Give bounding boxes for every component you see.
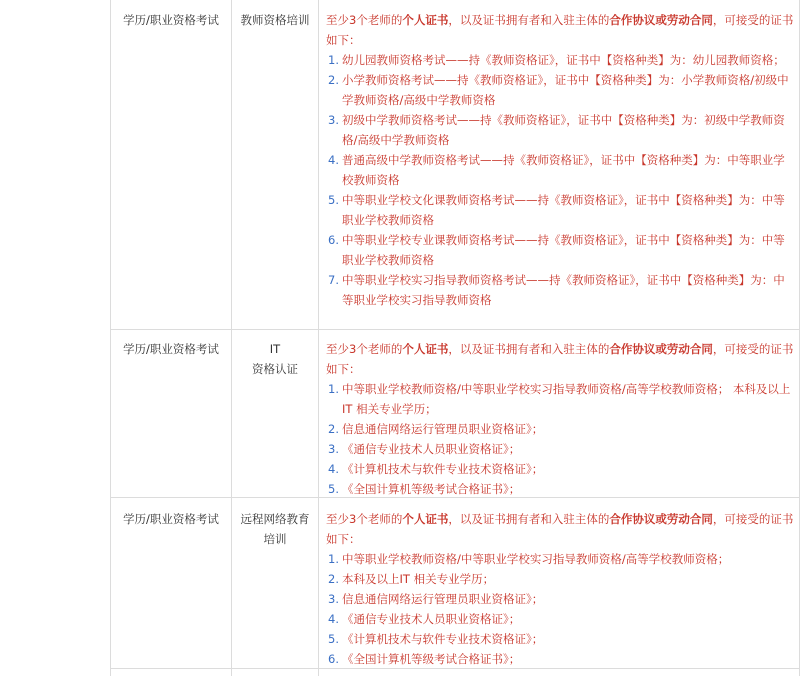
subcategory-line: 远程网络教育 [240,512,310,526]
table-row-category [111,509,231,529]
list-item: 3. 信息通信网络运行管理员职业资格证》； [328,592,544,606]
emphasis-agreement: 合作协议或劳动合同 [609,13,713,27]
emphasis-personal-certificate: 个人证书 [402,342,449,356]
requirements-intro: 至少3个老师的个人证书，以及证书拥有者和入驻主体的合作协议或劳动合同，可接受的证书如下： [326,13,794,47]
list-item: 6. 中等职业学校专业课教师资格考试——持《教师资格证》，证书中【资格种类】为：中等职业学校教师资格 [328,233,785,267]
emphasis-agreement: 合作协议或劳动合同 [609,512,713,526]
list-item: 7. 中等职业学校实习指导教师资格考试——持《教师资格证》，证书中【资格种类】为：中等职业学校实习指导教师资格 [328,273,785,307]
category-label: 学历/职业资格考试 [123,13,219,27]
list-item: 6. 《全国计算机等级考试合格证书》； [328,652,521,666]
requirements-intro: 至少3个老师的个人证书，以及证书拥有者和入驻主体的合作协议或劳动合同，可接受的证书如下： [326,342,794,376]
table-row-subcategory [232,10,318,30]
table-border-col3 [318,0,319,676]
list-item: 2. 小学教师资格考试——持《教师资格证》，证书中【资格种类】为：小学教师资格/初级中学教师资格/高级中学教师资格 [328,73,789,107]
category-label: 学历/职业资格考试 [123,342,219,356]
list-item: 3. 《通信专业技术人员职业资格证》； [328,442,521,456]
table-row-subcategory [232,509,318,549]
list-item: 4. 《通信专业技术人员职业资格证》； [328,612,521,626]
subcategory-line: 培训 [263,532,287,546]
list-item: 4. 《计算机技术与软件专业技术资格证》； [328,462,544,476]
list-item: 5. 中等职业学校文化课教师资格考试——持《教师资格证》，证书中【资格种类】为：中等职业学校教师资格 [328,193,785,227]
table-row-category [111,10,231,30]
requirements-intro: 至少3个老师的个人证书，以及证书拥有者和入驻主体的合作协议或劳动合同，可接受的证书如下： [326,512,794,546]
list-item: 5. 《计算机技术与软件专业技术资格证》； [328,632,544,646]
subcategory-line: 教师资格培训 [240,13,310,27]
list-item: 2. 信息通信网络运行管理员职业资格证》； [328,422,544,436]
table-border-left [110,0,111,676]
certificate-list [326,549,794,669]
emphasis-agreement: 合作协议或劳动合同 [609,342,713,356]
certificate-list [326,50,794,310]
table-row-requirements [326,10,794,310]
list-item: 1. 中等职业学校教师资格/中等职业学校实习指导教师资格/高等学校教师资格； [328,552,730,566]
category-label: 学历/职业资格考试 [123,512,219,526]
list-item: 2. 本科及以上IT 相关专业学历； [328,572,495,586]
table-border-col2 [231,0,232,676]
certificate-list [326,379,794,499]
list-item: 1. 幼儿园教师资格考试——持《教师资格证》，证书中【资格种类】为：幼儿园教师资格； [328,53,785,67]
table-row-category [111,339,231,359]
emphasis-personal-certificate: 个人证书 [402,13,449,27]
list-item: 3. 初级中学教师资格考试——持《教师资格证》，证书中【资格种类】为：初级中学教师资格/高级中学教师资格 [328,113,785,147]
list-item: 1. 中等职业学校教师资格/中等职业学校实习指导教师资格/高等学校教师资格； 本科及以上IT 相关专业学历； [328,382,791,416]
row-divider [110,329,800,330]
subcategory-line: 资格认证 [252,362,298,376]
table-row-requirements [326,339,794,499]
table-row-subcategory [232,339,318,379]
table-row-requirements [326,509,794,669]
emphasis-personal-certificate: 个人证书 [402,512,449,526]
subcategory-line: IT [269,342,281,356]
list-item: 4. 普通高级中学教师资格考试——持《教师资格证》，证书中【资格种类】为：中等职业学校教师资格 [328,153,785,187]
list-item: 5. 《全国计算机等级考试合格证书》； [328,482,521,496]
